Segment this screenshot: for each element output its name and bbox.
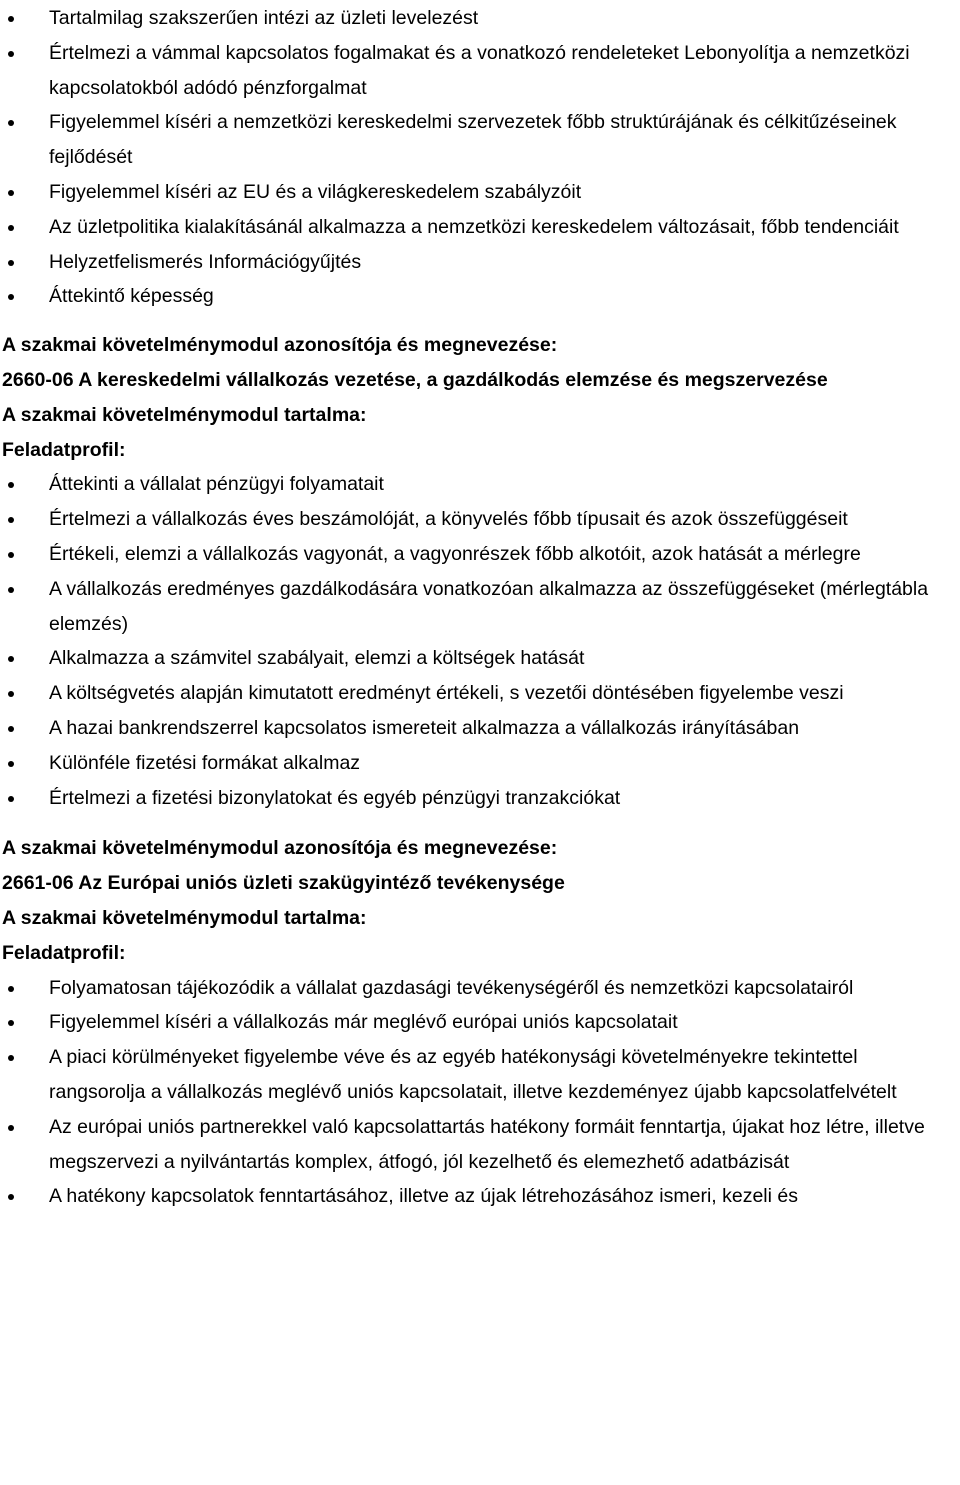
list-item — [0, 746, 960, 781]
list-item-text: Értelmezi a fizetési bizonylatokat és egyéb pénzügyi tranzakciókat — [49, 786, 621, 809]
list-item-text: Értelmezi a vállalkozás éves beszámolóját, a könyvelés főbb típusait és azok összefüggéseit — [49, 508, 848, 531]
list-item-text: Értékeli, elemzi a vállalkozás vagyonát, a vagyonrészek főbb alkotóit, azok hatását a mérlegre — [49, 542, 861, 565]
list-item-text: Tartalmilag szakszerűen intézi az üzleti levelezést — [49, 7, 479, 29]
module-title: 2660-06 A kereskedelmi vállalkozás vezetése, a gazdálkodás elemzése és megszervezése — [2, 368, 828, 391]
task-profile-heading: Feladatprofil: — [2, 941, 126, 964]
bullet-icon — [8, 761, 14, 767]
list-item-text: Figyelemmel kíséri a vállalkozás már meglévő európai uniós kapcsolatait — [49, 1011, 678, 1034]
list-item — [0, 210, 960, 245]
list-item — [0, 502, 960, 537]
bullet-icon — [8, 482, 14, 488]
list-item-text: Különféle fizetési formákat alkalmaz — [49, 751, 361, 774]
list-item-text: Figyelemmel kíséri a nemzetközi kereskedelmi szervezetek főbb struktúrájának és célkitűzéseinek fejlődését — [49, 111, 897, 169]
list-item-text: A vállalkozás eredményes gazdálkodására vonatkozóan alkalmazza az összefüggéseket (mérlegtábla elemzés) — [49, 577, 929, 635]
list-item — [0, 1040, 960, 1110]
list-item — [0, 279, 960, 314]
task-profile-heading: Feladatprofil: — [2, 438, 126, 461]
section2-list — [0, 971, 960, 1215]
bullet-icon — [8, 225, 14, 231]
bullet-icon — [8, 656, 14, 662]
list-item — [0, 711, 960, 746]
bullet-icon — [8, 517, 14, 523]
bullet-icon — [8, 260, 14, 266]
bullet-icon — [8, 16, 14, 22]
list-item-text: Az üzletpolitika kialakításánál alkalmazza a nemzetközi kereskedelem változásait, főbb tendenciáit — [49, 215, 899, 238]
list-item-text: Helyzetfelismerés Információgyűjtés — [49, 250, 362, 273]
list-item-text: Az európai uniós partnerekkel való kapcsolattartás hatékony formáit fenntartja, újakat hoz létre, illetve megszervezi a nyilvántartás komplex, átfogó, jól kezelhető és elemezhető adatbázisát — [49, 1115, 925, 1173]
list-item — [0, 245, 960, 280]
list-item-text: Folyamatosan tájékozódik a vállalat gazdasági tevékenységéről és nemzetközi kapcsolatairól — [49, 976, 854, 999]
bullet-icon — [8, 190, 14, 196]
list-item — [0, 781, 960, 816]
list-item-text: Alkalmazza a számvitel szabályait, elemzi a költségek hatását — [49, 647, 585, 670]
section0-list — [0, 1, 960, 314]
list-item — [0, 36, 960, 106]
list-item — [0, 537, 960, 572]
list-item — [0, 1110, 960, 1180]
list-item-text: Áttekintő képesség — [49, 285, 214, 308]
list-item — [0, 1005, 960, 1040]
bullet-icon — [8, 1125, 14, 1131]
bullet-icon — [8, 587, 14, 593]
list-item-text: Figyelemmel kíséri az EU és a világkereskedelem szabályzóit — [49, 180, 582, 203]
module-content-heading: A szakmai követelménymodul tartalma: — [2, 403, 367, 426]
module-content-heading: A szakmai követelménymodul tartalma: — [2, 906, 367, 929]
module-id-heading: A szakmai követelménymodul azonosítója és megnevezése: — [2, 334, 558, 357]
bullet-icon — [8, 986, 14, 992]
list-item-text: A költségvetés alapján kimutatott eredményt értékeli, s vezetői döntésében figyelembe veszi — [49, 682, 844, 705]
module-title: 2661-06 Az Európai uniós üzleti szakügyintéző tevékenysége — [2, 872, 565, 895]
list-item-text: A hazai bankrendszerrel kapcsolatos ismereteit alkalmazza a vállalkozás irányításában — [49, 716, 800, 739]
list-item — [0, 572, 960, 642]
section1-list — [0, 467, 960, 815]
list-item — [0, 175, 960, 210]
bullet-icon — [8, 1020, 14, 1026]
list-item — [0, 1, 960, 36]
module-id-heading: A szakmai követelménymodul azonosítója és megnevezése: — [2, 837, 558, 860]
bullet-icon — [8, 552, 14, 558]
bullet-icon — [8, 120, 14, 126]
list-item — [0, 971, 960, 1006]
bullet-icon — [8, 1055, 14, 1061]
list-item — [0, 467, 960, 502]
list-item-text: Áttekinti a vállalat pénzügyi folyamatait — [49, 473, 384, 496]
list-item — [0, 641, 960, 676]
list-item-text: A hatékony kapcsolatok fenntartásához, illetve az újak létrehozásához ismeri, kezeli és — [49, 1185, 798, 1208]
bullet-icon — [8, 796, 14, 802]
list-item — [0, 676, 960, 711]
bullet-icon — [8, 51, 14, 57]
bullet-icon — [8, 691, 14, 697]
bullet-icon — [8, 294, 14, 300]
bullet-icon — [8, 726, 14, 732]
list-item — [0, 105, 960, 175]
list-item — [0, 1179, 960, 1214]
bullet-icon — [8, 1194, 14, 1200]
list-item-text: A piaci körülményeket figyelembe véve és az egyéb hatékonysági követelményekre tekintettel rangsorolja a vállalkozás meglévő uniós kapcsolatait, illetve kezdeményez újabb kapcsolatfelvételt — [49, 1046, 897, 1103]
list-item-text: Értelmezi a vámmal kapcsolatos fogalmakat és a vonatkozó rendeleteket Lebonyolítja a nemzetközi kapcsolatokból adódó pénzforgalmat — [49, 41, 910, 99]
